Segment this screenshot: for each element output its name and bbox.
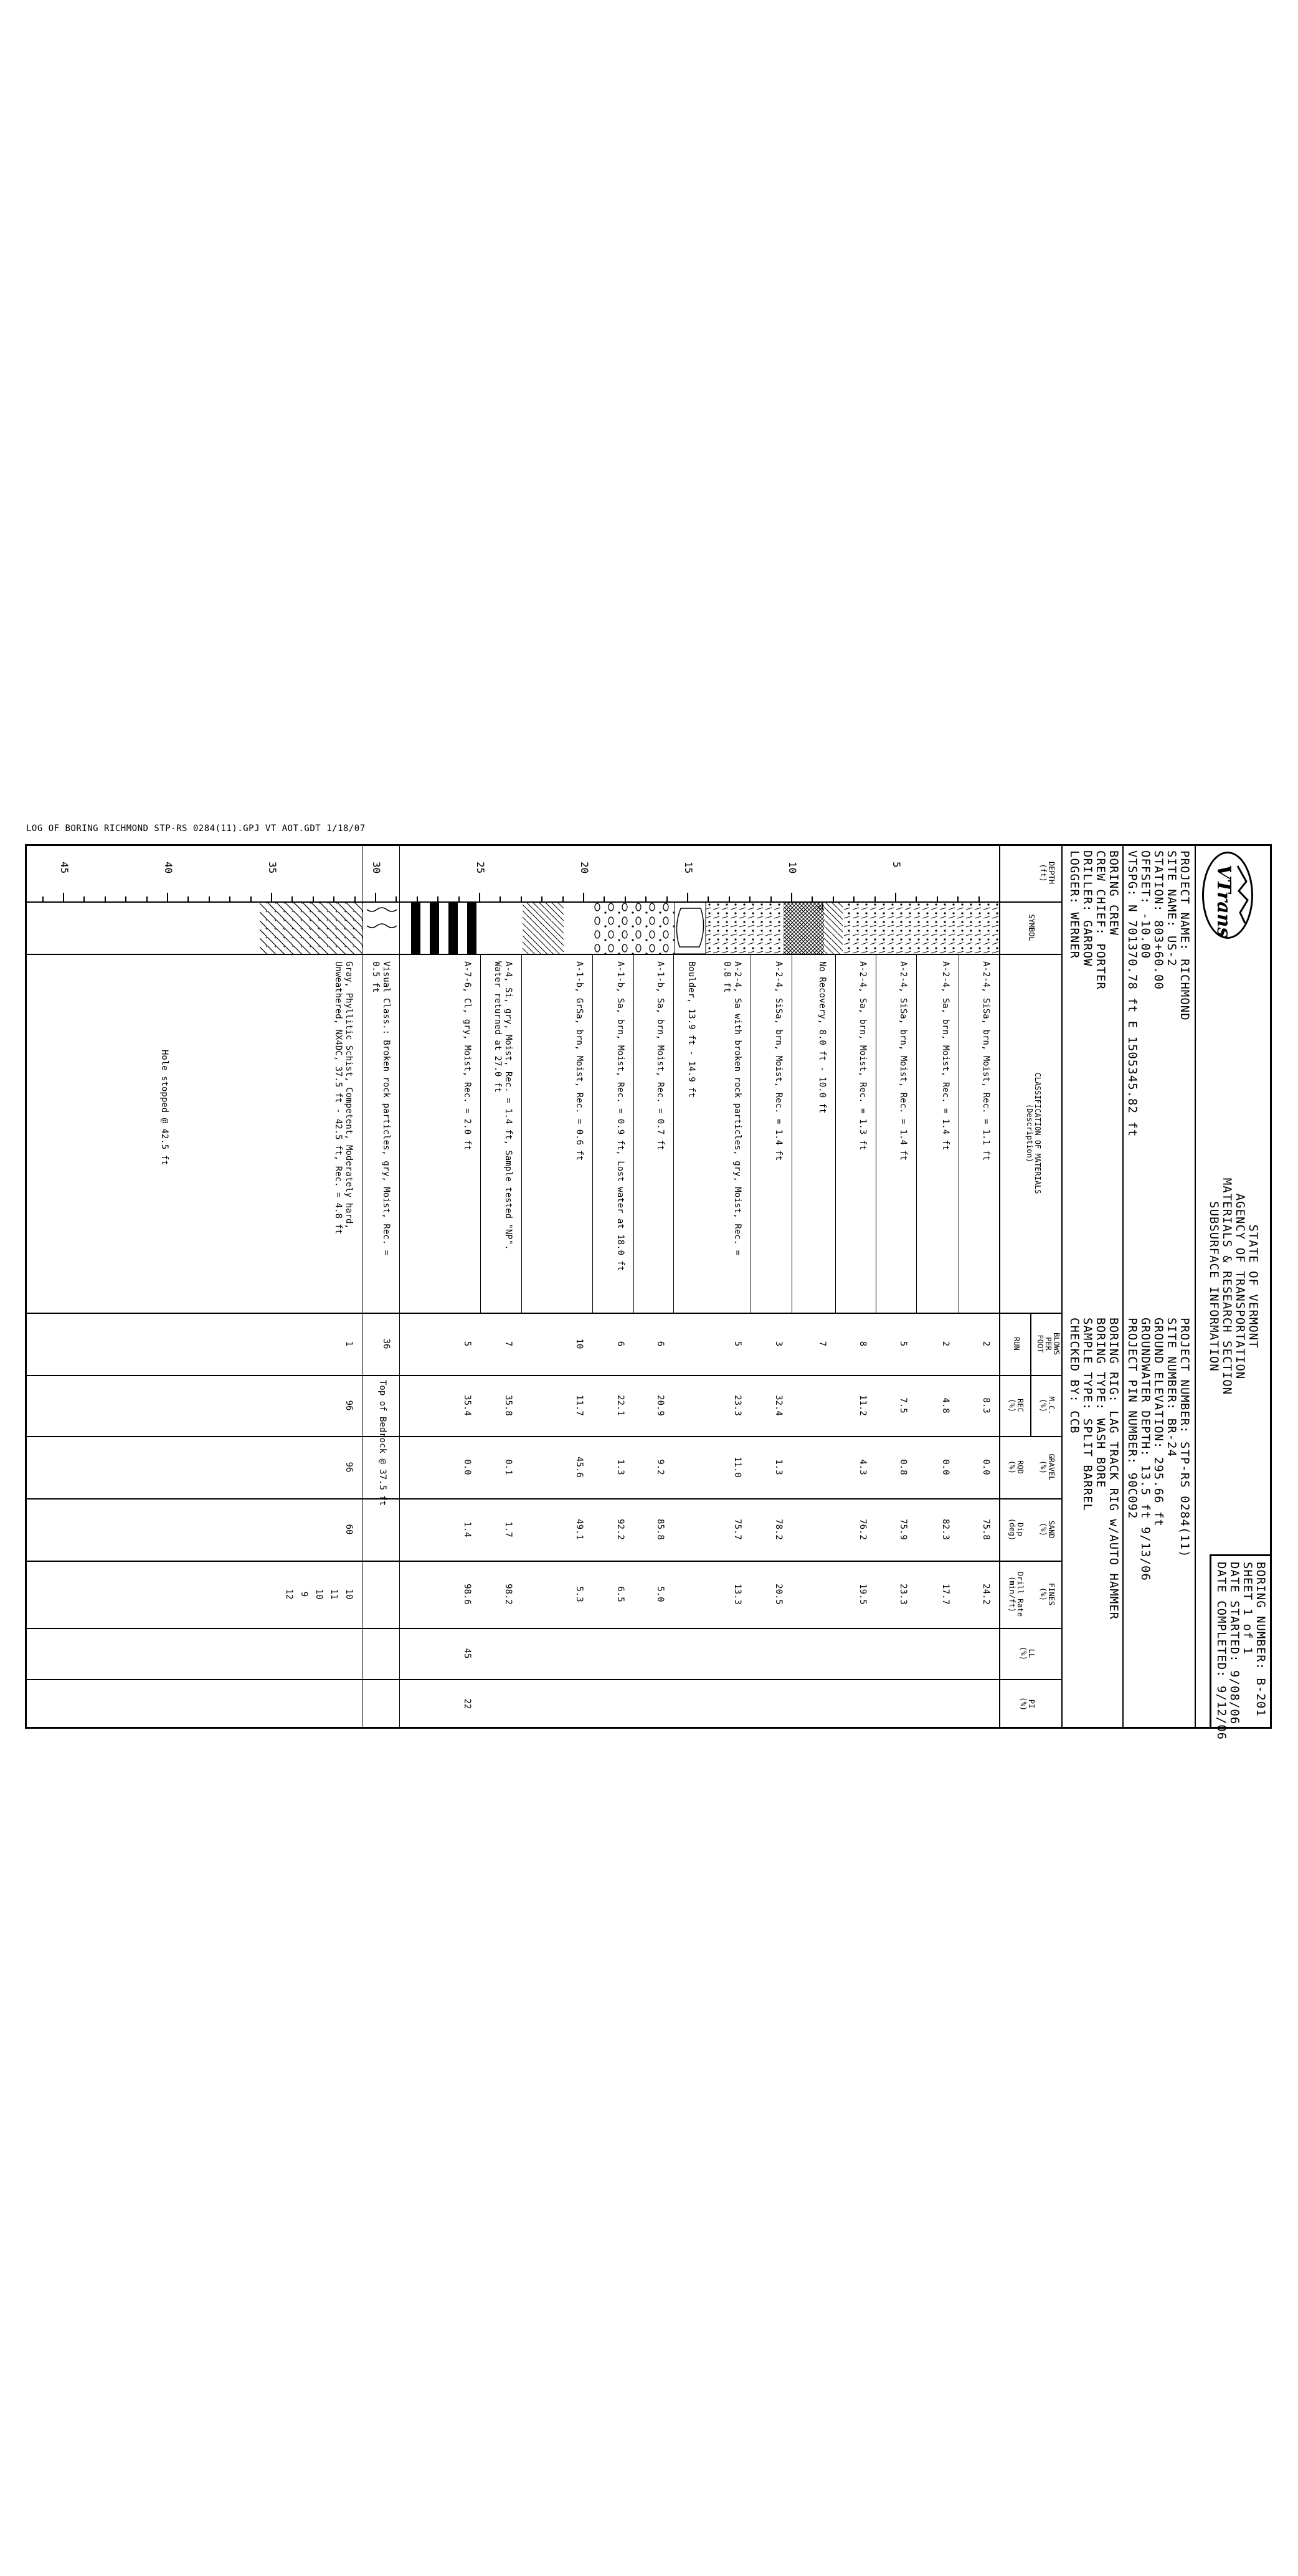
layer-fines-value: 6.5 bbox=[615, 1586, 625, 1602]
col-ll: LL (%) bbox=[1019, 1647, 1036, 1660]
layer-description-line: A-7-6, Cl, gry, Moist, Rec. = 2.0 ft bbox=[462, 961, 472, 1151]
vtrans-logo bbox=[1202, 852, 1253, 939]
agency-line-2: AGENCY OF TRANSPORTATION bbox=[1233, 1193, 1247, 1380]
layer-description bbox=[462, 961, 472, 1150]
crew-info bbox=[1068, 850, 1120, 990]
depth-tick bbox=[500, 896, 501, 901]
depth-tick bbox=[125, 896, 126, 901]
col-mc: M.C. (%) bbox=[1039, 1396, 1056, 1415]
layer-dip-value: 60 bbox=[344, 1524, 354, 1535]
layer-description bbox=[817, 961, 827, 1113]
project-name: PROJECT NAME: RICHMOND bbox=[1178, 850, 1191, 1021]
col-rqd: RQD (%) bbox=[1008, 1460, 1025, 1474]
depth-tick bbox=[833, 896, 834, 901]
depth-tick bbox=[167, 893, 168, 901]
depth-label: 35 bbox=[267, 862, 278, 874]
depth-label: 25 bbox=[475, 862, 486, 874]
depth-label: 45 bbox=[59, 862, 70, 874]
layer-gravel-value: 0.0 bbox=[981, 1459, 991, 1475]
layer-description-line: A-2-4, SiSa, brn, Moist, Rec. = 1.4 ft bbox=[898, 961, 908, 1161]
layer-divider bbox=[916, 954, 917, 1313]
depth-tick bbox=[666, 896, 668, 901]
depth-tick bbox=[354, 896, 356, 901]
symbol-sand bbox=[843, 902, 1000, 954]
col-drill-rate: Drill Rate (min/ft) bbox=[1008, 1571, 1025, 1617]
layer-blows-value: 8 bbox=[858, 1341, 868, 1347]
drill-rate-value: 11 bbox=[329, 1589, 339, 1600]
depth-tick bbox=[729, 896, 730, 901]
layer-description-line: Unweathered, NX4DC, 37.5 ft - 42.5 ft, Rec. = 4.8 ft bbox=[333, 961, 343, 1235]
depth-tick bbox=[375, 893, 376, 901]
boring-number: BORING NUMBER: B-201 bbox=[1254, 1562, 1267, 1717]
layer-description bbox=[686, 961, 696, 1098]
agency-line-3: MATERIALS & RESEARCH SECTION bbox=[1220, 1177, 1234, 1395]
layer-divider bbox=[480, 954, 481, 1313]
depth-tick bbox=[209, 896, 210, 901]
layer-sand-value: 76.2 bbox=[858, 1519, 868, 1540]
date-started: DATE STARTED: 9/08/06 bbox=[1228, 1562, 1241, 1725]
date-completed: DATE COMPLETED: 9/12/06 bbox=[1215, 1562, 1228, 1741]
depth-tick bbox=[978, 896, 980, 901]
depth-tick bbox=[291, 896, 293, 901]
depth-tick bbox=[541, 896, 542, 901]
layer-blows-value: 6 bbox=[615, 1341, 625, 1347]
layer-sand-value: 82.3 bbox=[940, 1519, 950, 1540]
layer-fines-value: 98.2 bbox=[503, 1584, 513, 1605]
layer-description-line: A-2-4, SiSa, brn, Moist, Rec. = 1.1 ft bbox=[981, 961, 991, 1161]
boring-log-sheet bbox=[25, 844, 1272, 1741]
depth-label: 30 bbox=[371, 862, 382, 874]
layer-description-line: A-1-b, GrSa, brn, Moist, Rec. = 0.6 ft bbox=[574, 961, 584, 1161]
layer-description-line: Visual Class.: Broken rock particles, gry, Moist, Rec. = bbox=[381, 961, 391, 1256]
layer-blows-value: 7 bbox=[817, 1341, 827, 1347]
depth-tick bbox=[437, 896, 438, 901]
depth-tick bbox=[749, 896, 751, 901]
rig-info bbox=[1068, 1318, 1120, 1620]
col-gravel: GRAVEL (%) bbox=[1039, 1453, 1056, 1481]
layer-sand-value: 75.8 bbox=[981, 1519, 991, 1540]
drill-rate-value: 12 bbox=[284, 1589, 294, 1600]
layer-sand-value: 1.7 bbox=[503, 1521, 513, 1538]
layer-gravel-value: 9.2 bbox=[655, 1459, 665, 1475]
depth-tick bbox=[479, 893, 480, 901]
groundwater-depth: GROUNDWATER DEPTH: 13.5 ft 9/13/06 bbox=[1139, 1318, 1152, 1581]
layer-sand-value: 85.8 bbox=[655, 1519, 665, 1540]
drill-rate-value: 10 bbox=[314, 1589, 324, 1600]
depth-label: 20 bbox=[579, 862, 590, 874]
project-info-right bbox=[1125, 1318, 1191, 1581]
soil-symbol-column bbox=[25, 902, 1000, 954]
depth-tick bbox=[271, 893, 272, 901]
layer-divider bbox=[835, 954, 836, 1313]
layer-gravel-value: 0.0 bbox=[940, 1459, 950, 1475]
layer-sand-value: 92.2 bbox=[615, 1519, 625, 1540]
layer-mc-value: 35.4 bbox=[462, 1395, 472, 1416]
sample-type: SAMPLE TYPE: SPLIT BARREL bbox=[1081, 1318, 1094, 1511]
symbol-broken-rock bbox=[367, 908, 397, 928]
depth-tick bbox=[562, 896, 564, 901]
layer-mc-value: 7.5 bbox=[898, 1397, 908, 1414]
layer-fines-value: 5.0 bbox=[655, 1586, 665, 1602]
layer-mc-value: 11.7 bbox=[574, 1395, 584, 1416]
depth-tick bbox=[916, 896, 917, 901]
crew-chief: CREW CHIEF: PORTER bbox=[1094, 850, 1107, 990]
layer-gravel-value: 11.0 bbox=[732, 1457, 742, 1478]
station: STATION: 803+60.00 bbox=[1152, 850, 1165, 990]
layer-rec-value: 96 bbox=[344, 1400, 354, 1411]
boring-crew: BORING CREW bbox=[1107, 850, 1120, 936]
depth-tick bbox=[583, 893, 584, 901]
layer-gravel-value: 0.8 bbox=[898, 1459, 908, 1475]
site-name: SITE NAME: US-2 bbox=[1165, 850, 1178, 967]
layer-sand-value: 1.4 bbox=[462, 1521, 472, 1538]
col-run: RUN bbox=[1012, 1337, 1021, 1351]
layer-description bbox=[492, 961, 513, 1250]
layer-gravel-value: 0.1 bbox=[503, 1459, 513, 1475]
layer-description bbox=[980, 961, 991, 1161]
project-pin: PROJECT PIN NUMBER: 90C092 bbox=[1125, 1318, 1139, 1519]
depth-tick bbox=[770, 896, 772, 901]
layer-pi-value: 22 bbox=[462, 1698, 472, 1709]
layer-run-value: 1 bbox=[344, 1341, 354, 1347]
depth-tick bbox=[187, 896, 189, 901]
layer-mc-value: 22.1 bbox=[615, 1395, 625, 1416]
driller: DRILLER: GARROW bbox=[1081, 850, 1094, 967]
ground-elevation: GROUND ELEVATION: 295.66 ft bbox=[1152, 1318, 1165, 1527]
depth-tick bbox=[313, 896, 314, 901]
depth-tick bbox=[83, 896, 85, 901]
symbol-schist bbox=[260, 902, 363, 954]
col-sand: SAND (%) bbox=[1039, 1520, 1056, 1539]
logo-text: VTrans bbox=[1213, 865, 1234, 937]
depth-tick bbox=[333, 896, 334, 901]
layer-description-line: Boulder, 13.9 ft - 14.9 ft bbox=[686, 961, 696, 1098]
site-number: SITE NUMBER: BR-24 bbox=[1165, 1318, 1178, 1457]
layer-description bbox=[333, 961, 354, 1234]
layer-mc-value: 11.2 bbox=[858, 1395, 868, 1416]
layer-description bbox=[655, 961, 665, 1150]
layer-blows-value: 36 bbox=[381, 1338, 391, 1349]
layer-blows-value: 5 bbox=[898, 1341, 908, 1347]
drill-rate-value: 10 bbox=[344, 1589, 354, 1600]
layer-blows-value: 7 bbox=[503, 1341, 513, 1347]
layer-description-line: A-2-4, Sa, brn, Moist, Rec. = 1.4 ft bbox=[940, 961, 950, 1151]
layer-divider bbox=[673, 954, 674, 1313]
layer-divider bbox=[592, 954, 593, 1313]
depth-tick bbox=[229, 896, 230, 901]
layer-fines-value: 23.3 bbox=[898, 1584, 908, 1605]
layer-blows-value: 2 bbox=[981, 1341, 991, 1347]
layer-gravel-value: 0.0 bbox=[462, 1459, 472, 1475]
layer-mc-value: 20.9 bbox=[655, 1395, 665, 1416]
depth-tick bbox=[687, 893, 688, 901]
layer-gravel-value: 1.3 bbox=[774, 1459, 784, 1475]
layer-gravel-value: 45.6 bbox=[574, 1457, 584, 1478]
col-depth: DEPTH (ft) bbox=[1039, 861, 1056, 885]
symbol-gravel bbox=[594, 902, 675, 954]
depth-tick bbox=[417, 896, 418, 901]
agency-line-1: STATE OF VERMONT bbox=[1246, 1224, 1260, 1349]
depth-tick bbox=[937, 896, 938, 901]
hole-stopped: Hole stopped @ 42.5 ft bbox=[159, 1050, 169, 1166]
layer-gravel-value: 4.3 bbox=[858, 1459, 868, 1475]
layer-blows-value: 6 bbox=[655, 1341, 665, 1347]
layer-description-line: A-4, Si, gry, Moist, Rec. = 1.4 ft, Sample tested "NP". bbox=[503, 961, 513, 1250]
depth-tick bbox=[250, 896, 252, 901]
depth-tick bbox=[812, 896, 813, 901]
top-of-bedrock: Top of Bedrock @ 37.5 ft bbox=[377, 1380, 387, 1506]
layer-description bbox=[773, 961, 784, 1161]
logger: LOGGER: WERNER bbox=[1068, 850, 1081, 959]
bedrock-divider bbox=[399, 844, 400, 1729]
boring-type: BORING TYPE: WASH BORE bbox=[1094, 1318, 1107, 1488]
layer-description-line: A-1-b, Sa, brn, Moist, Rec. = 0.9 ft, Lost water at 18.0 ft bbox=[615, 961, 625, 1271]
layer-sand-value: 78.2 bbox=[774, 1519, 784, 1540]
col-symbol: SYMBOL bbox=[1027, 914, 1036, 941]
layer-blows-value: 5 bbox=[732, 1341, 742, 1347]
layer-mc-value: 4.8 bbox=[940, 1397, 950, 1414]
layer-description bbox=[574, 961, 584, 1161]
depth-tick bbox=[645, 896, 647, 901]
depth-tick bbox=[791, 893, 792, 901]
boring-info bbox=[1215, 1562, 1267, 1740]
layer-fines-value: 17.7 bbox=[940, 1584, 950, 1605]
depth-tick bbox=[957, 896, 959, 901]
layer-description bbox=[370, 961, 391, 1255]
symbol-clay bbox=[403, 902, 481, 954]
layer-description bbox=[898, 961, 908, 1161]
boring-rig: BORING RIG: LAG TRACK RIG w/AUTO HAMMER bbox=[1107, 1318, 1120, 1620]
layer-blows-value: 3 bbox=[774, 1341, 784, 1347]
layer-description-line: 0.5 ft bbox=[371, 961, 381, 993]
layer-gravel-value: 1.3 bbox=[615, 1459, 625, 1475]
drill-rate-value: 9 bbox=[299, 1591, 309, 1597]
layer-fines-value: 5.3 bbox=[574, 1586, 584, 1602]
sheet-number: SHEET 1 of 1 bbox=[1241, 1562, 1254, 1655]
depth-label: 40 bbox=[163, 862, 174, 874]
layer-mc-value: 32.4 bbox=[774, 1395, 784, 1416]
layer-description-line: Water returned at 27.0 ft bbox=[493, 961, 503, 1093]
col-rec: REC (%) bbox=[1008, 1399, 1025, 1412]
offset: OFFSET: -10.00 bbox=[1139, 850, 1152, 959]
layer-description-line: A-2-4, Sa, brn, Moist, Rec. = 1.3 ft bbox=[858, 961, 868, 1151]
agency-title bbox=[1207, 1019, 1259, 1554]
depth-tick bbox=[604, 896, 605, 901]
symbol-no-recovery bbox=[784, 902, 824, 954]
layer-mc-value: 8.3 bbox=[981, 1397, 991, 1414]
col-dip: Dip (deg) bbox=[1008, 1518, 1025, 1541]
layer-rqd-value: 96 bbox=[344, 1461, 354, 1473]
col-pi: PI (%) bbox=[1019, 1697, 1036, 1711]
layer-sand-value: 75.9 bbox=[898, 1519, 908, 1540]
layer-divider bbox=[633, 954, 634, 1313]
depth-tick bbox=[853, 896, 855, 901]
depth-tick bbox=[146, 896, 148, 901]
layer-fines-value: 20.5 bbox=[774, 1584, 784, 1605]
col-fines: FINES (%) bbox=[1039, 1582, 1056, 1606]
vtspg: VTSPG: N 701370.78 ft E 1505345.82 ft bbox=[1125, 850, 1139, 1138]
layer-description bbox=[940, 961, 950, 1150]
layer-description-line: No Recovery, 8.0 ft - 10.0 ft bbox=[817, 961, 827, 1114]
depth-tick bbox=[874, 896, 876, 901]
layer-fines-value: 98.6 bbox=[462, 1584, 472, 1605]
project-number: PROJECT NUMBER: STP-RS 0284(11) bbox=[1178, 1318, 1191, 1558]
layer-description bbox=[615, 961, 625, 1271]
depth-tick bbox=[458, 896, 460, 901]
depth-tick bbox=[42, 896, 44, 901]
layer-description bbox=[857, 961, 868, 1150]
layer-blows-value: 5 bbox=[462, 1341, 472, 1347]
layer-fines-value: 24.2 bbox=[981, 1584, 991, 1605]
depth-tick bbox=[895, 893, 896, 901]
layer-fines-value: 19.5 bbox=[858, 1584, 868, 1605]
layer-description-line: A-2-4, SiSa, brn, Moist, Rec. = 1.4 ft bbox=[774, 961, 784, 1161]
layer-ll-value: 45 bbox=[462, 1648, 472, 1659]
layer-description-line: A-1-b, Sa, brn, Moist, Rec. = 0.7 ft bbox=[655, 961, 665, 1151]
file-footer: LOG OF BORING RICHMOND STP-RS 0284(11).GPJ VT AOT.GDT 1/18/07 bbox=[26, 824, 366, 834]
depth-tick bbox=[521, 896, 522, 901]
depth-label: 10 bbox=[787, 862, 798, 874]
layer-fines-value: 13.3 bbox=[732, 1584, 742, 1605]
depth-tick bbox=[708, 896, 709, 901]
agency-line-4: SUBSURFACE INFORMATION bbox=[1207, 1201, 1221, 1372]
depth-tick bbox=[63, 893, 64, 901]
depth-tick bbox=[625, 896, 626, 901]
symbol-silt bbox=[523, 902, 564, 954]
layer-mc-value: 35.8 bbox=[503, 1395, 513, 1416]
depth-tick bbox=[105, 896, 106, 901]
layer-mc-value: 23.3 bbox=[732, 1395, 742, 1416]
layer-divider bbox=[521, 954, 522, 1313]
depth-label: 5 bbox=[891, 862, 902, 868]
layer-blows-value: 2 bbox=[940, 1341, 950, 1347]
layer-description-line: 0.8 ft bbox=[722, 961, 732, 993]
layer-description-line: A-2-4, Sa with broken rock particles, gry, Moist, Rec. = bbox=[732, 961, 742, 1256]
layer-sand-value: 75.7 bbox=[732, 1519, 742, 1540]
depth-tick bbox=[396, 896, 397, 901]
layer-blows-value: 10 bbox=[574, 1338, 584, 1349]
depth-label: 15 bbox=[683, 862, 694, 874]
col-blows: BLOWS PER FOOT bbox=[1036, 1332, 1061, 1356]
layer-description bbox=[721, 961, 742, 1255]
layer-description-line: Gray, Phyllitic Schist, Competent, Moderately hard, bbox=[344, 961, 354, 1229]
col-classification: CLASSIFICATION OF MATERIALS (Description) bbox=[1025, 1072, 1042, 1194]
layer-sand-value: 49.1 bbox=[574, 1519, 584, 1540]
checked-by: CHECKED BY: CCB bbox=[1068, 1318, 1081, 1434]
project-info bbox=[1125, 850, 1191, 1137]
